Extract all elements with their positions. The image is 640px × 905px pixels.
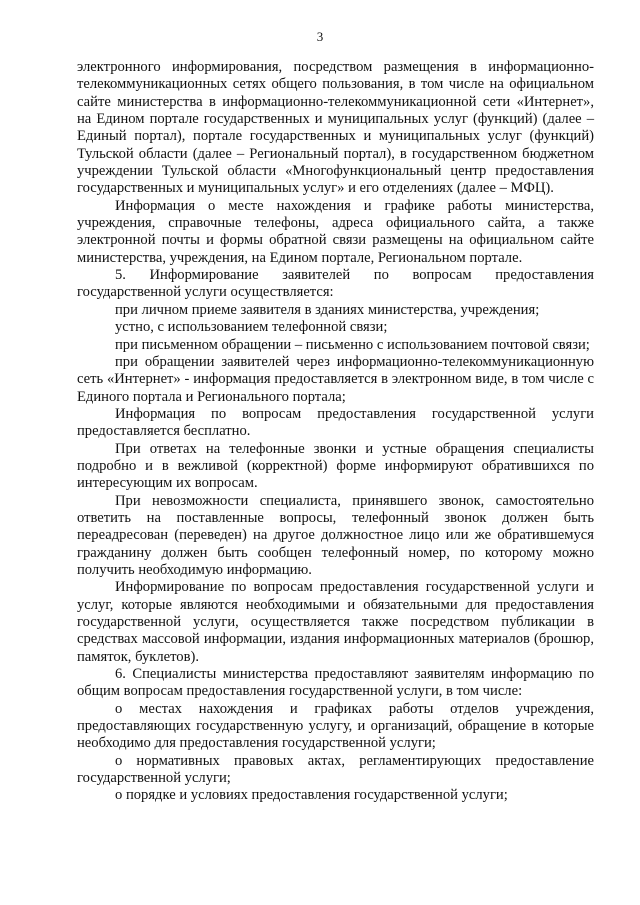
paragraph: при обращении заявителей через информационно-телекоммуникационную сеть «Интернет» - информация предоставляется в электронном виде, в том числе с Единого портала и Регионального портала; — [77, 353, 594, 405]
page-number: 3 — [316, 29, 324, 44]
paragraph: о нормативных правовых актах, регламентирующих предоставление государственной услуги; — [77, 752, 594, 787]
paragraph: устно, с использованием телефонной связи; — [115, 319, 388, 336]
paragraph: 6. Специалисты министерства предоставляют заявителям информацию по общим вопросам предоставления государственной услуги, в том числе: — [77, 666, 594, 700]
paragraph: электронного информирования, посредством размещения в информационно-телекоммуникационных сетях общего пользования, в том числе на официальном сайте министерства в информационно-телекоммуникационной сети «Интернет», на Едином портале государственных и муниципальных услуг (функций) (далее – Единый портал), портале государственных и муниципальных услуг (функций) Тульской области (далее – Региональный портал), в государственном бюджетном учреждении Тульской области «Многофункциональный центр предоставления государственных и муниципальных услуг» и его отделениях (далее – МФЦ). — [77, 59, 594, 197]
paragraph: При невозможности специалиста, принявшего звонок, самостоятельно ответить на поставленные вопросы, телефонный звонок должен быть переадресован (переведен) на другое должностное лицо или же обратившемуся гражданину должен быть сообщен телефонный номер, по которому можно получить необходимую информацию. — [77, 492, 594, 578]
document-body — [77, 59, 594, 805]
paragraph: Информация о месте нахождения и графике работы министерства, учреждения, справочные телефоны, адреса официального сайта, а также электронной почты и формы обратной связи размещены на официальном сайте министерства, учреждения, на Едином портале, Региональном портале. — [77, 197, 594, 266]
paragraph: при письменном обращении – письменно с использованием почтовой связи; — [115, 336, 590, 353]
paragraph: При ответах на телефонные звонки и устные обращения специалисты подробно и в вежливой (корректной) форме информируют обратившихся по интересующим их вопросам. — [77, 440, 594, 492]
paragraph: при личном приеме заявителя в зданиях министерства, учреждения; — [115, 301, 540, 318]
paragraph: о порядке и условиях предоставления государственной услуги; — [115, 787, 508, 804]
paragraph: Информация по вопросам предоставления государственной услуги предоставляется бесплатно. — [77, 405, 594, 440]
paragraph: Информирование по вопросам предоставления государственной услуги и услуг, которые являются необходимыми и обязательными для предоставления государственной услуги, осуществляется также посредством публикации в средствах массовой информации, издания информационных материалов (брошюр, памяток, буклетов). — [77, 579, 594, 665]
paragraph: о местах нахождения и графиках работы отделов учреждения, предоставляющих государственную услугу, и организаций, обращение в которые необходимо для предоставления государственной услуги; — [77, 700, 594, 752]
paragraph: 5. Информирование заявителей по вопросам предоставления государственной услуги осуществляется: — [77, 267, 594, 301]
